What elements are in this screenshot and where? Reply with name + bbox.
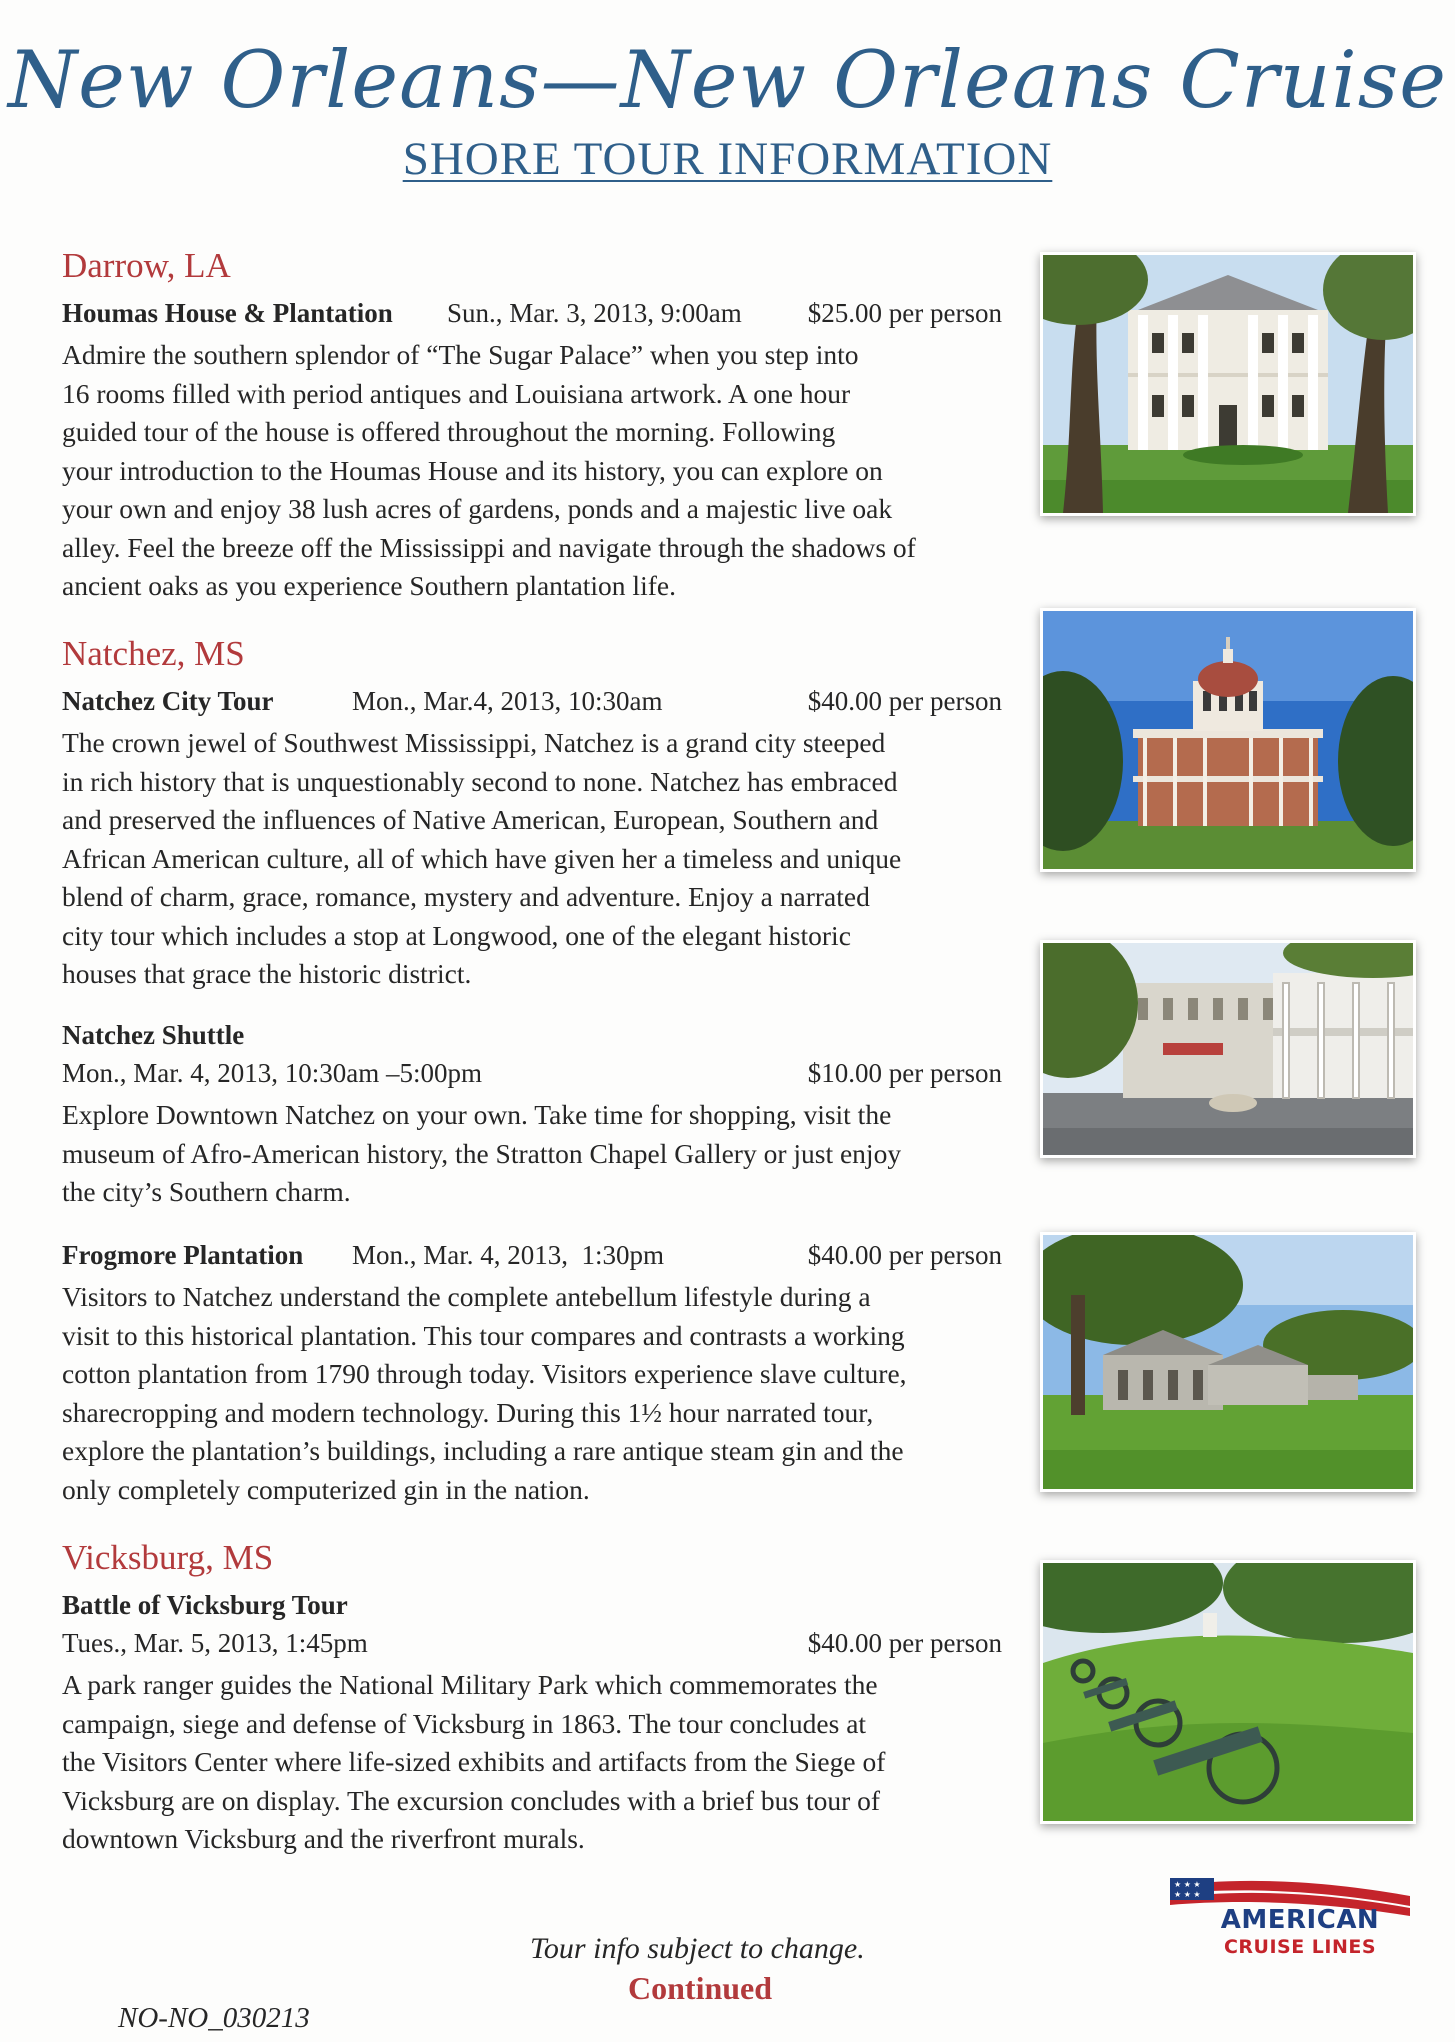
tour-description-natchez-shuttle — [62, 1096, 1007, 1212]
description-line: visit to this historical plantation. This tour compares and contrasts a working — [62, 1319, 905, 1351]
tour-name: Natchez City Tour — [62, 686, 274, 716]
tour-name: Battle of Vicksburg Tour — [62, 1590, 348, 1620]
tour-description-frogmore — [62, 1278, 1007, 1509]
page-subtitle: SHORE TOUR INFORMATION — [402, 133, 1053, 185]
page-title: New Orleans—New Orleans Cruise — [7, 34, 1448, 126]
frogmore-plantation-photo — [1040, 1232, 1416, 1492]
tour-date: Mon., Mar.4, 2013, 10:30am — [352, 686, 663, 716]
tour-name: Frogmore Plantation — [62, 1240, 304, 1270]
tour-description-vicksburg — [62, 1666, 1007, 1859]
place-heading-natchez: Natchez, MS — [62, 634, 245, 673]
description-line: your own and enjoy 38 lush acres of gardens, ponds and a majestic live oak — [62, 493, 893, 524]
description-line: houses that grace the historic district. — [62, 958, 472, 989]
tour-date: Mon., Mar. 4, 2013, 10:30am –5:00pm — [62, 1058, 482, 1088]
description-line: The crown jewel of Southwest Mississippi, Natchez is a grand city steeped — [62, 727, 886, 758]
tour-price: $10.00 per person — [807, 1058, 1002, 1088]
tour-price: $40.00 per person — [807, 1628, 1002, 1658]
place-heading-darrow: Darrow, LA — [62, 246, 231, 285]
svg-text:★ ★ ★: ★ ★ ★ — [1174, 1880, 1201, 1889]
tour-price: $40.00 per person — [807, 686, 1002, 716]
logo-wordmark-bottom: CRUISE LINES — [1223, 1936, 1377, 1958]
logo-wordmark-top: AMERICAN — [1220, 1905, 1380, 1935]
description-line: Admire the southern splendor of “The Sugar Palace” when you step into — [62, 339, 859, 370]
description-line: campaign, siege and defense of Vicksburg in 1863. The tour concludes at — [62, 1707, 867, 1739]
description-line: blend of charm, grace, romance, mystery and adventure. Enjoy a narrated — [62, 881, 870, 912]
tour-name: Natchez Shuttle — [62, 1020, 245, 1050]
tour-price: $25.00 per person — [807, 298, 1002, 328]
description-line: downtown Vicksburg and the riverfront murals. — [62, 1823, 585, 1854]
description-line: A park ranger guides the National Military Park which commemorates the — [62, 1669, 878, 1700]
tour-header-natchez-city — [62, 686, 1002, 726]
longwood-mansion-photo — [1040, 608, 1416, 872]
description-line: alley. Feel the breeze off the Mississippi and navigate through the shadows of — [62, 531, 916, 563]
description-line: the city’s Southern charm. — [62, 1176, 351, 1207]
tour-price: $40.00 per person — [807, 1240, 1002, 1270]
tour-date: Mon., Mar. 4, 2013, 1:30pm — [352, 1240, 665, 1270]
svg-text:★ ★ ★: ★ ★ ★ — [1174, 1890, 1201, 1899]
description-line: cotton plantation from 1790 through today. Visitors experience slave culture, — [62, 1358, 907, 1389]
description-line: the Visitors Center where life-sized exhibits and artifacts from the Siege of — [62, 1746, 886, 1777]
description-line: Vicksburg are on display. The excursion concludes with a brief bus tour of — [62, 1784, 881, 1816]
disclaimer-note: Tour info subject to change. — [530, 1932, 865, 1965]
tour-schedule-vicksburg — [62, 1628, 1002, 1668]
description-line: sharecropping and modern technology. During this 1½ hour narrated tour, — [62, 1396, 874, 1428]
description-line: Explore Downtown Natchez on your own. Take time for shopping, visit the — [62, 1099, 892, 1130]
tour-header-natchez-shuttle — [62, 1020, 1002, 1060]
description-line: Visitors to Natchez understand the complete antebellum lifestyle during a — [62, 1281, 871, 1312]
description-line: your introduction to the Houmas House and its history, you can explore on — [62, 454, 883, 486]
description-line: city tour which includes a stop at Longwood, one of the elegant historic — [62, 919, 851, 951]
tour-date: Tues., Mar. 5, 2013, 1:45pm — [62, 1628, 368, 1658]
place-heading-vicksburg: Vicksburg, MS — [62, 1538, 274, 1577]
tour-header-vicksburg — [62, 1590, 1002, 1630]
description-line: guided tour of the house is offered throughout the morning. Following — [62, 416, 836, 447]
description-line: ancient oaks as you experience Southern plantation life. — [62, 570, 676, 601]
natchez-downtown-photo — [1040, 940, 1416, 1158]
vicksburg-cannons-photo — [1040, 1560, 1416, 1824]
tour-header-frogmore — [62, 1240, 1002, 1280]
tour-description-houmas — [62, 336, 1007, 606]
continued-label: Continued — [628, 1970, 773, 2006]
tour-name: Houmas House & Plantation — [62, 298, 393, 328]
tour-header-houmas — [62, 298, 1002, 338]
houmas-house-photo — [1040, 252, 1416, 516]
description-line: museum of Afro-American history, the Stratton Chapel Gallery or just enjoy — [62, 1137, 902, 1169]
american-cruise-lines-logo — [1170, 1878, 1410, 1968]
description-line: only completely computerized gin in the nation. — [62, 1473, 590, 1505]
tour-schedule-natchez-shuttle — [62, 1058, 1002, 1098]
description-line: in rich history that is unquestionably second to none. Natchez has embraced — [62, 765, 898, 797]
description-line: 16 rooms filled with period antiques and Louisiana artwork. A one hour — [62, 377, 851, 409]
description-line: explore the plantation’s buildings, including a rare antique steam gin and the — [62, 1435, 904, 1466]
description-line: and preserved the influences of Native American, European, Southern and — [62, 804, 879, 835]
description-line: African American culture, all of which have given her a timeless and unique — [62, 842, 902, 874]
tour-description-natchez-city — [62, 724, 1007, 994]
tour-date: Sun., Mar. 3, 2013, 9:00am — [447, 298, 742, 328]
document-code: NO-NO_030213 — [118, 2002, 310, 2034]
